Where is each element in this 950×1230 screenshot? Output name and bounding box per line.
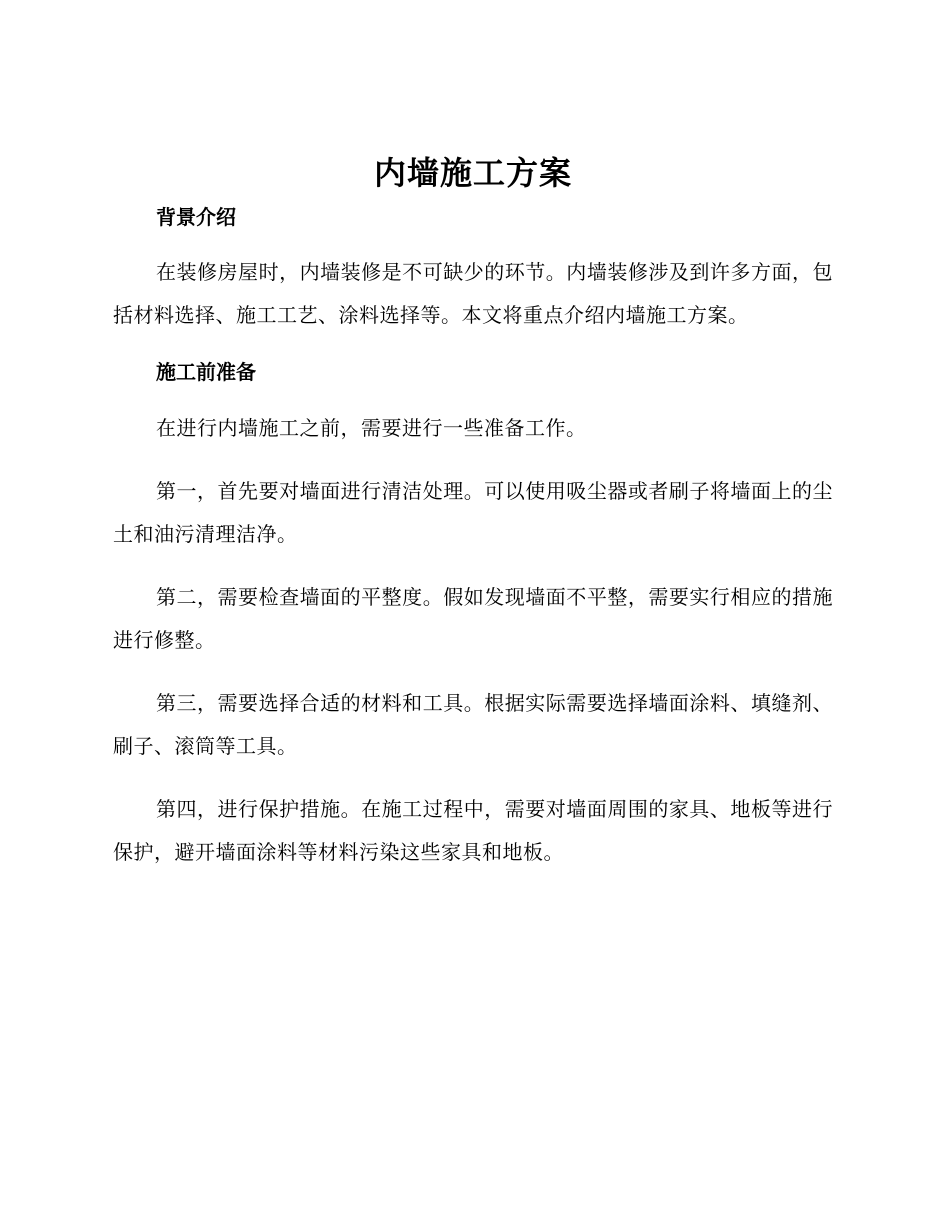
paragraph-step-four: 第四，进行保护措施。在施工过程中，需要对墙面周围的家具、地板等进行保护，避开墙面涂料等材料污染这些家具和地板。 bbox=[113, 797, 833, 864]
paragraph-step-one: 第一，首先要对墙面进行清洁处理。可以使用吸尘器或者刷子将墙面上的尘土和油污清理洁净。 bbox=[113, 479, 833, 546]
paragraph-step-two: 第二，需要检查墙面的平整度。假如发现墙面不平整，需要实行相应的措施进行修整。 bbox=[113, 585, 833, 652]
document-title: 内墙施工方案 bbox=[373, 154, 572, 192]
paragraph-preparation-intro: 在进行内墙施工之前，需要进行一些准备工作。 bbox=[156, 416, 587, 440]
section-heading-preparation: 施工前准备 bbox=[156, 360, 256, 384]
paragraph-background-intro: 在装修房屋时，内墙装修是不可缺少的环节。内墙装修涉及到许多方面，包括材料选择、施工工艺、涂料选择等。本文将重点介绍内墙施工方案。 bbox=[113, 260, 833, 327]
document-page bbox=[113, 150, 833, 874]
section-heading-background: 背景介绍 bbox=[156, 205, 236, 229]
paragraph-step-three: 第三，需要选择合适的材料和工具。根据实际需要选择墙面涂料、填缝剂、刷子、滚筒等工具。 bbox=[113, 691, 833, 758]
